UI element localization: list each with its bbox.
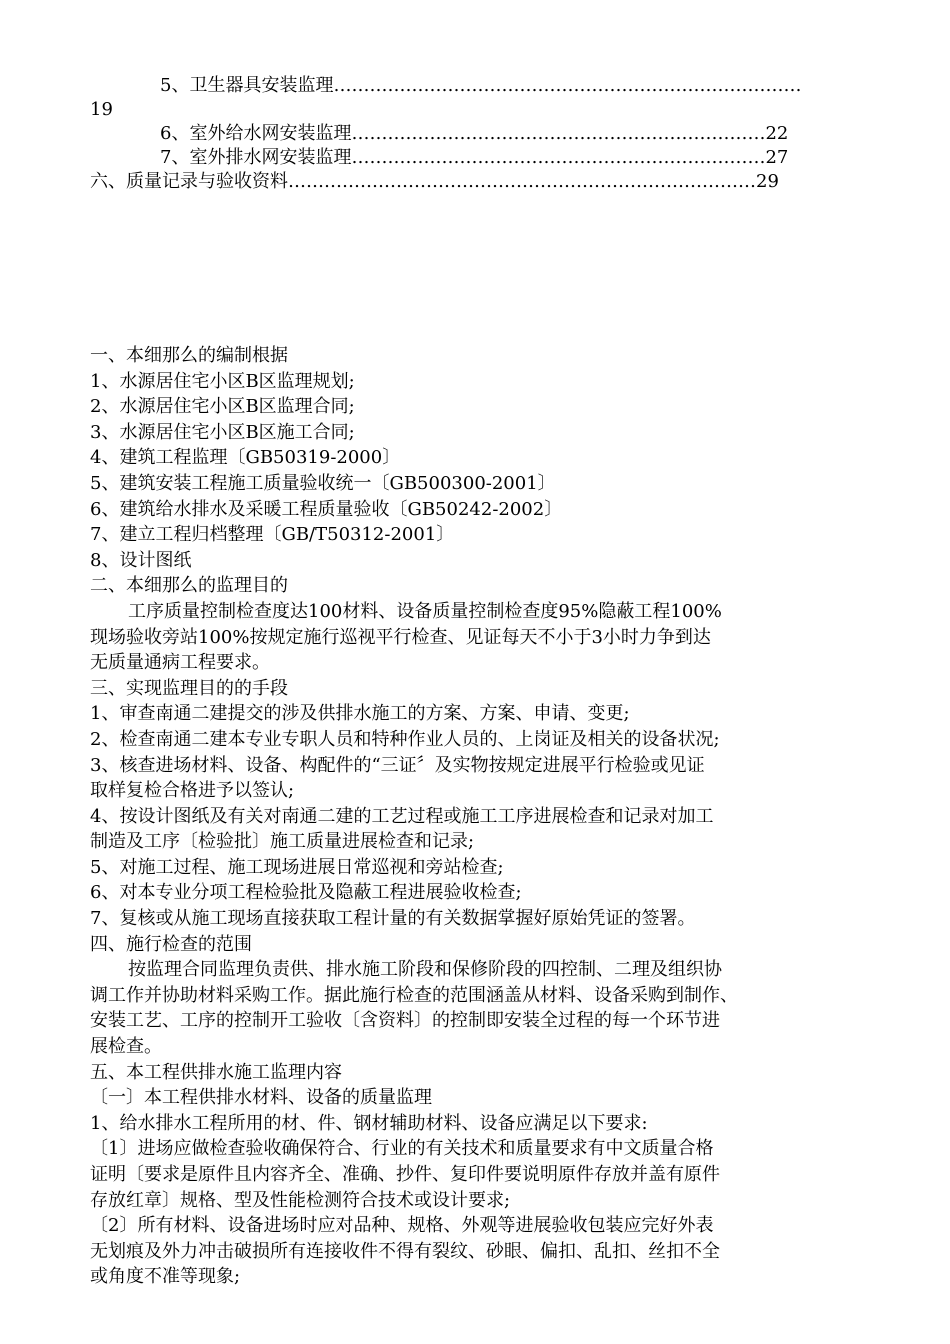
text-line: 调工作并协助材料采购工作。据此施行检查的范围涵盖从材料、设备采购到制作、 <box>90 984 738 1006</box>
toc-entry[interactable]: 5、卫生器具安装监理…………………………………………………………………… <box>160 75 802 96</box>
text-line: 4、建筑工程监理〔GB50319-2000〕 <box>90 447 401 469</box>
text-line: 存放红章〕规格、型及性能检测符合技术或设计要求; <box>90 1189 511 1211</box>
text-line: 按监理合同监理负责供、排水施工阶段和保修阶段的四控制、二理及组织协 <box>128 959 722 981</box>
text-line: 7、复核或从施工现场直接获取工程计量的有关数据掌握好原始凭证的签署。 <box>90 908 696 930</box>
text-line: 3、水源居住宅小区B区施工合同; <box>90 421 355 443</box>
text-line: 〔2〕所有材料、设备进场时应对品种、规格、外观等进展验收包装应完好外表 <box>90 1215 714 1237</box>
text-line: 5、建筑安装工程施工质量验收统一〔GB500300-2001〕 <box>90 472 556 494</box>
text-line: 〔1〕进场应做检查验收确保符合、行业的有关技术和质量要求有中文质量合格 <box>90 1138 714 1160</box>
text-line: 取样复检合格进予以签认; <box>90 780 295 802</box>
toc-entry[interactable]: 19 <box>90 99 113 120</box>
text-line: 7、建立工程归档整理〔GB/T50312-2001〕 <box>90 524 455 546</box>
text-line: 无质量通病工程要求。 <box>90 652 270 674</box>
text-line: 4、按设计图纸及有关对南通二建的工艺过程或施工工序进展检查和记录对加工 <box>90 805 714 827</box>
text-line: 安装工艺、工序的控制开工验收〔含资料〕的控制即安装全过程的每一个环节进 <box>90 1010 720 1032</box>
text-line: 1、给水排水工程所用的材、件、钢材辅助材料、设备应满足以下要求: <box>90 1112 648 1134</box>
text-line: 5、对施工过程、施工现场进展日常巡视和旁站检查; <box>90 856 504 878</box>
text-line: 展检查。 <box>90 1036 162 1058</box>
text-line: 二、本细那么的监理目的 <box>90 575 288 597</box>
text-line: 制造及工序〔检验批〕施工质量进展检查和记录; <box>90 831 475 853</box>
text-line: 2、检查南通二建本专业专职人员和特种作业人员的、上岗证及相关的设备状况; <box>90 728 720 750</box>
text-line: 2、水源居住宅小区B区监理合同; <box>90 396 355 418</box>
text-line: 三、实现监理目的的手段 <box>90 677 288 699</box>
text-line: 现场验收旁站100%按规定施行巡视平行检查、见证每天不小于3小时力争到达 <box>90 626 711 648</box>
text-line: 1、水源居住宅小区B区监理规划; <box>90 370 355 392</box>
text-line: 3、核查进场材料、设备、构配件的“三证〞及实物按规定进展平行检验或见证 <box>90 754 705 776</box>
text-line: 1、审查南通二建提交的涉及供排水施工的方案、方案、申请、变更; <box>90 703 630 725</box>
toc-entry[interactable]: 六、质量记录与验收资料……………………………………………………………………29 <box>90 171 779 192</box>
text-line: 6、对本专业分项工程检验批及隐蔽工程进展验收检查; <box>90 882 522 904</box>
text-line: 一、本细那么的编制根据 <box>90 345 288 366</box>
text-line: 或角度不准等现象; <box>90 1266 241 1288</box>
text-line: 8、设计图纸 <box>90 549 192 571</box>
text-line: 工序质量控制检查度达100材料、设备质量控制检查度95%隐蔽工程100% <box>128 600 722 622</box>
text-line: 四、施行检查的范围 <box>90 933 252 955</box>
table-of-contents <box>90 74 890 194</box>
toc-entry[interactable]: 6、室外给水网安装监理……………………………………………………………22 <box>160 123 789 144</box>
text-line: 无划痕及外力冲击破损所有连接收件不得有裂纹、砂眼、偏扣、乱扣、丝扣不全 <box>90 1240 720 1262</box>
text-line: 〔一〕本工程供排水材料、设备的质量监理 <box>90 1087 432 1109</box>
document-body <box>90 343 890 1290</box>
text-line: 证明〔要求是原件且内容齐全、准确、抄件、复印件要说明原件存放并盖有原件 <box>90 1164 720 1185</box>
toc-entry[interactable]: 7、室外排水网安装监理……………………………………………………………27 <box>160 147 789 168</box>
text-line: 五、本工程供排水施工监理内容 <box>90 1061 342 1083</box>
text-line: 6、建筑给水排水及采暖工程质量验收〔GB50242-2002〕 <box>90 498 563 520</box>
